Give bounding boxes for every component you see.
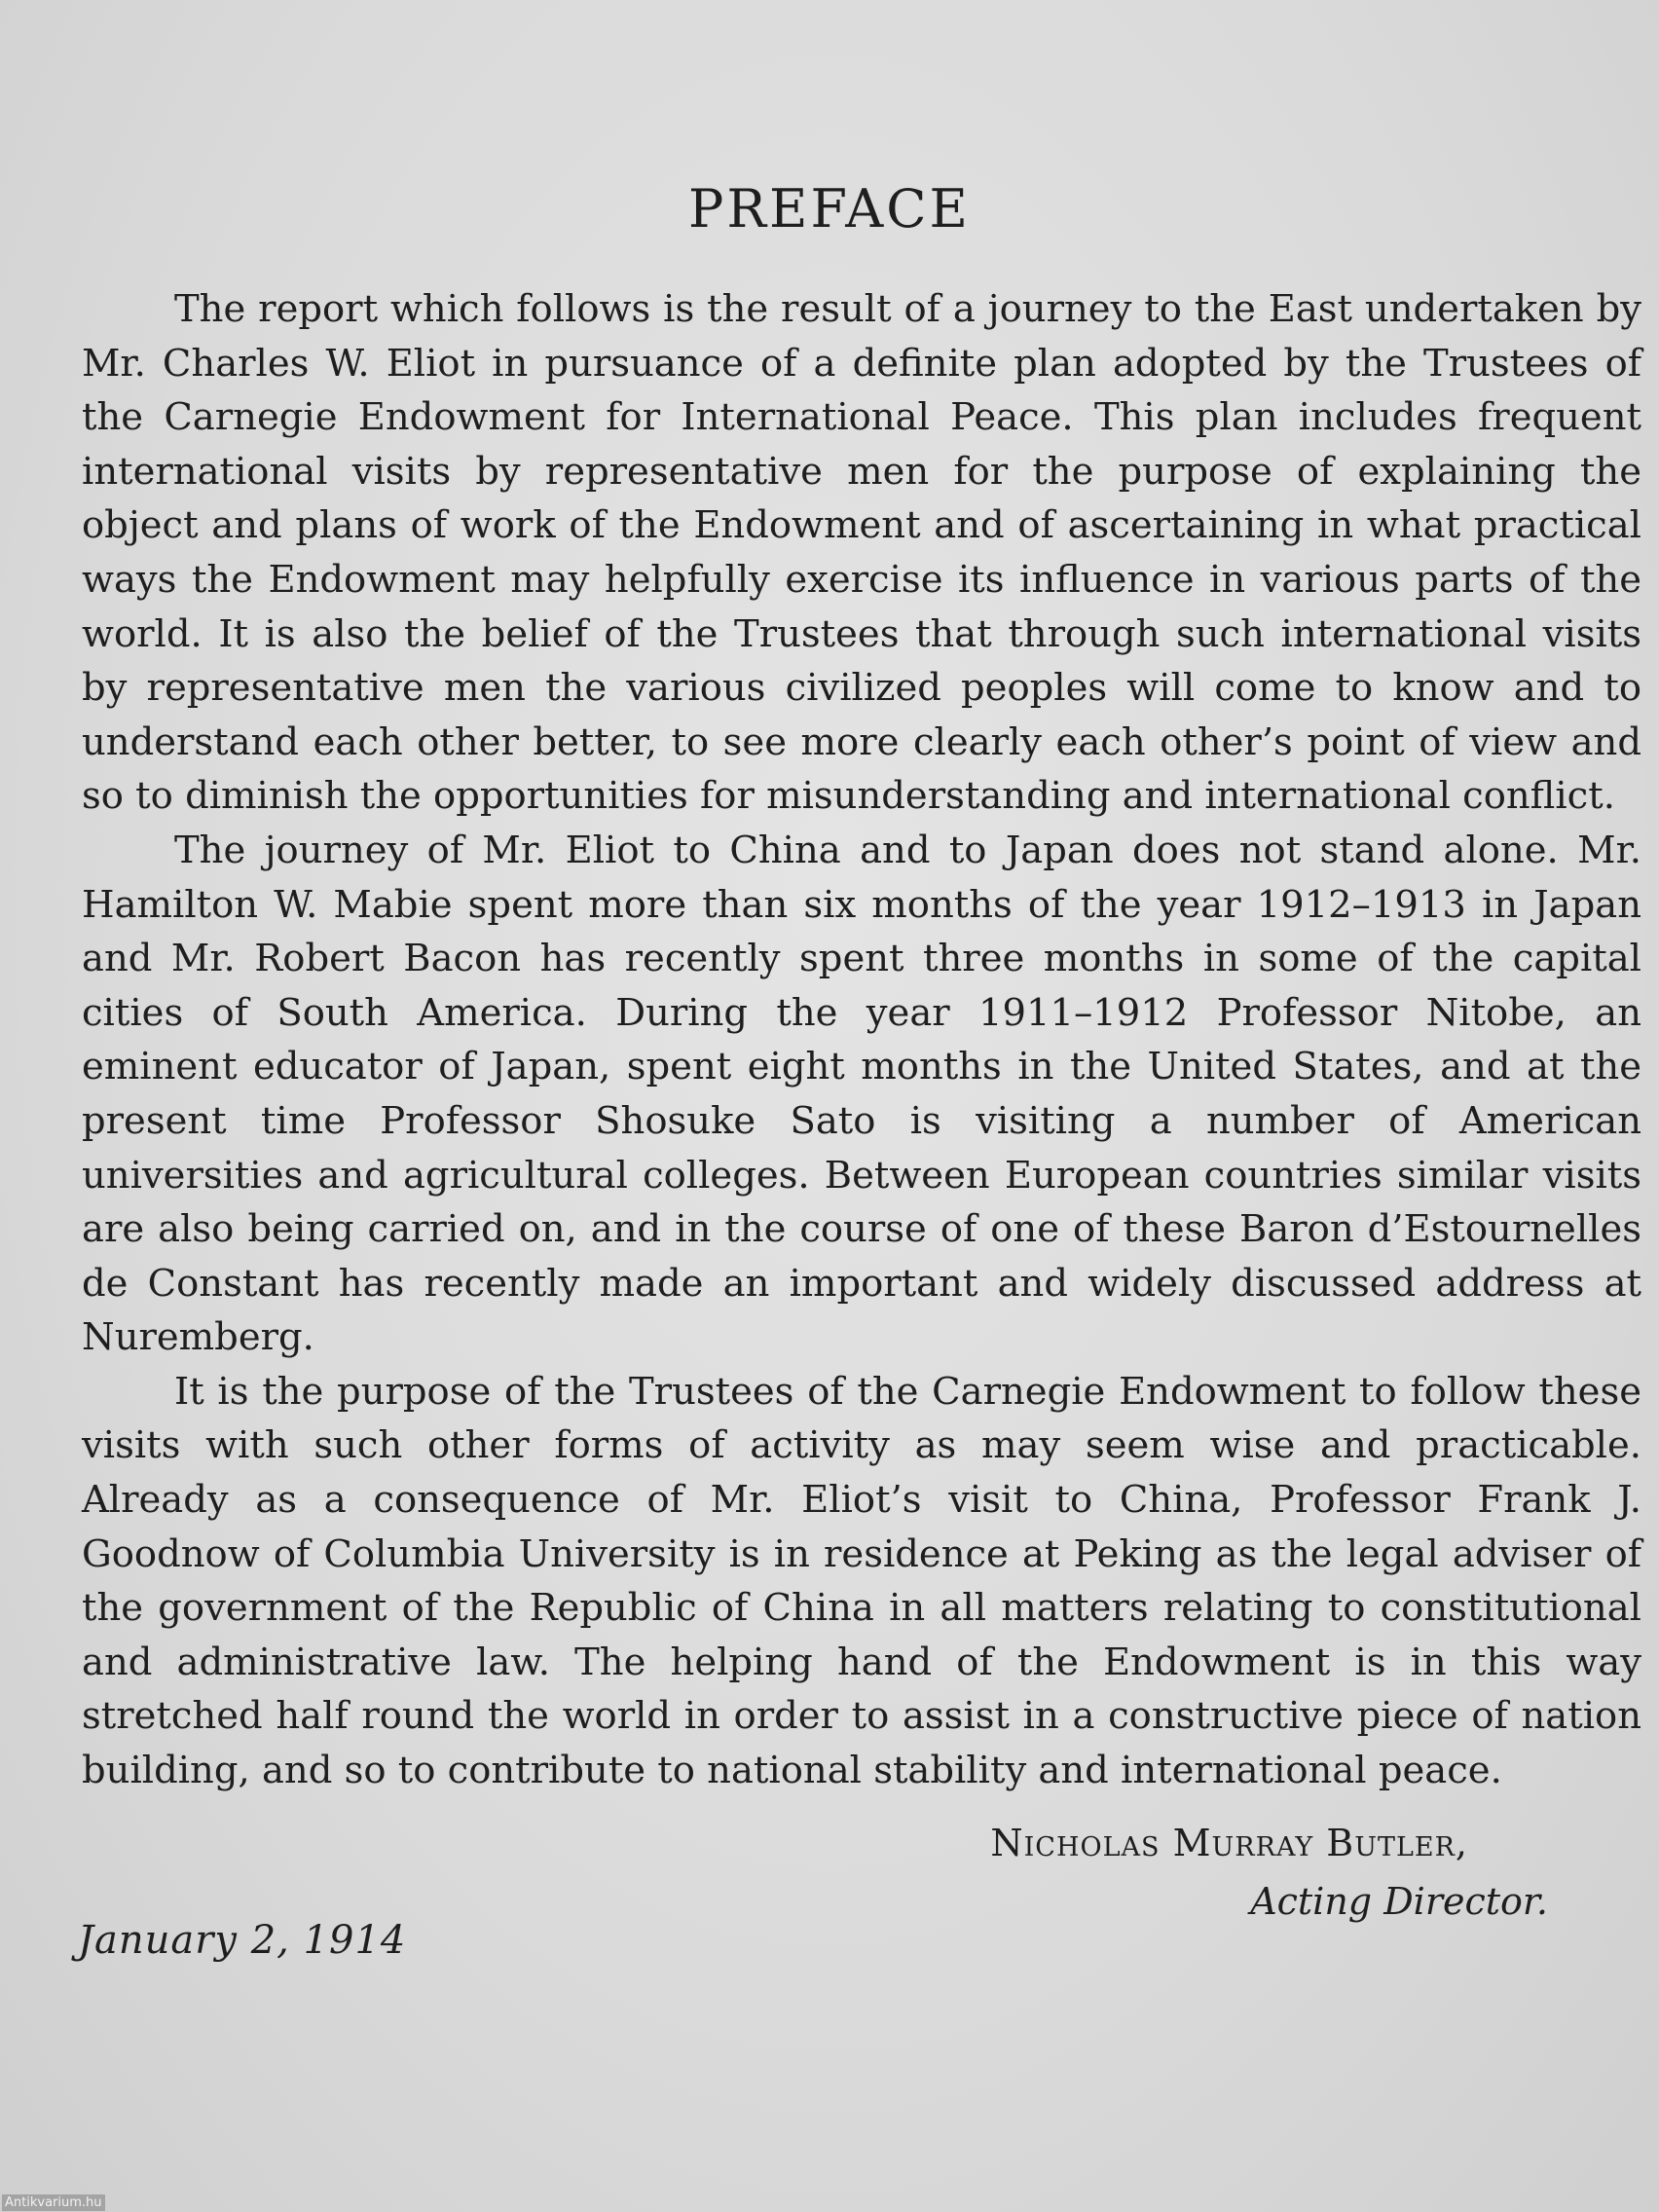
signatory-name: Nicholas Murray Butler, xyxy=(990,1822,1468,1864)
paragraph: It is the purpose of the Trustees of the Carnegie Endowment to follow these visits with such other forms of activity as may seem wise and practicable. Already as a consequence of Mr. Eliot’s visit to China, Professor Frank J. Goodnow of Columbia University is in residence at Peking as the legal adviser of the government of the Republic of China in all matters relating to constitutional and administrative law. The helping hand of the Endowment is in this way stretched half round the world in order to assist in a constructive piece of nation building, and so to contribute to national stability and international peace. xyxy=(82,1369,1641,1793)
document-date: January 2, 1914 xyxy=(78,1918,407,1963)
paragraph: The journey of Mr. Eliot to China and to Japan does not stand alone. Mr. Hamilton W. Mabie spent more than six months of the year 1912–1913 in Japan and Mr. Robert Bacon has recently spent three months in some of the capital cities of South America. During the year 1911–1912 Professor Nitobe, an eminent educator of Japan, spent eight months in the United States, and at the present time Professor Shosuke Sato is visiting a number of American universities and agricultural colleges. Between European countries similar visits are also being carried on, and in the course of one of these Baron d’Estournelles de Constant has recently made an important and widely discussed address at Nuremberg. xyxy=(82,828,1641,1360)
page-title: PREFACE xyxy=(688,178,971,240)
body-text xyxy=(82,282,1641,1798)
signature-block xyxy=(0,1819,1548,1926)
paragraph: The report which follows is the result of a journey to the East undertaken by Mr. Charles W. Eliot in pursuance of a definite plan adopted by the Trustees of the Carnegie Endowment for International Peace. This plan includes frequent international visits by representative men for the purpose of explaining the object and plans of work of the Endowment and of ascertaining in what practical ways the Endowment may helpfully exercise its influence in various parts of the world. It is also the belief of the Trustees that through such international visits by representative men the various civilized peoples will come to know and to understand each other better, to see more clearly each other’s point of view and so to diminish the opportunities for misunderstanding and international conflict. xyxy=(82,287,1641,819)
watermark: Antikvarium.hu xyxy=(2,2194,105,2211)
signatory-title: Acting Director. xyxy=(1250,1880,1548,1923)
